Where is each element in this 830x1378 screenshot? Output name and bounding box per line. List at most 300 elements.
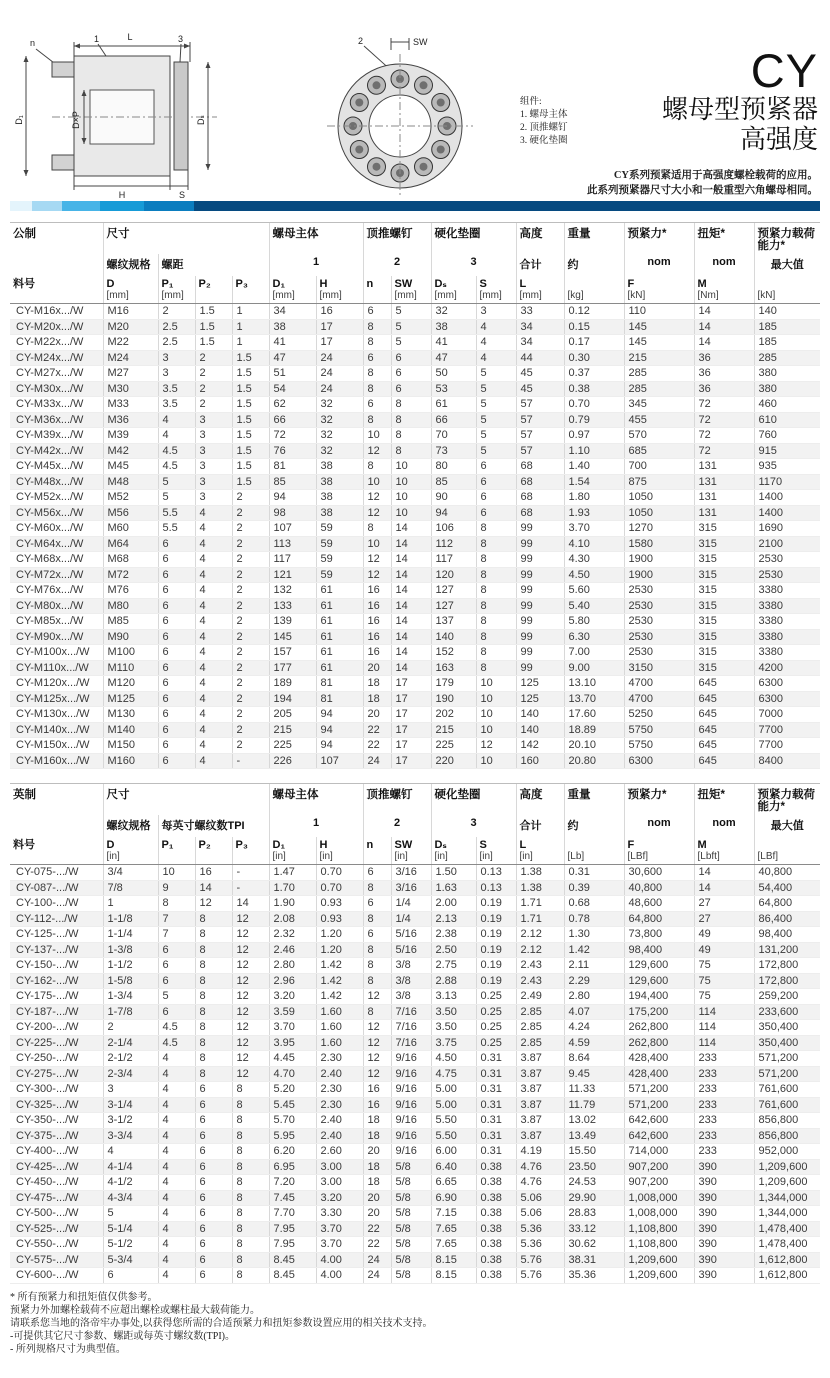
value-cell: 1,209,600 — [624, 1268, 694, 1284]
dim-l-label: L — [127, 32, 133, 42]
value-cell: 30,600 — [624, 865, 694, 881]
value-cell: 0.25 — [476, 1035, 516, 1051]
value-cell: 18.89 — [564, 722, 624, 738]
value-cell: 10 — [391, 490, 431, 506]
value-cell: 4 — [195, 505, 232, 521]
value-cell: 2 — [232, 722, 269, 738]
value-cell: 2530 — [624, 645, 694, 661]
value-cell: 12 — [363, 1020, 391, 1036]
value-cell: 8 — [232, 1128, 269, 1144]
value-cell: 3 — [195, 443, 232, 459]
column-header-cell: F [LBf] — [624, 837, 694, 865]
value-cell: 8 — [232, 1144, 269, 1160]
value-cell: 7.20 — [269, 1175, 316, 1191]
value-cell: 8 — [232, 1097, 269, 1113]
value-cell: 8 — [363, 459, 391, 475]
column-header-cell: P₁ [mm] — [158, 276, 195, 304]
value-cell: 2 — [232, 707, 269, 723]
value-cell: 61 — [316, 583, 363, 599]
value-cell: 6 — [476, 474, 516, 490]
value-cell: 13.49 — [564, 1128, 624, 1144]
part-number-cell: CY-200-.../W — [10, 1020, 103, 1036]
table-row — [10, 1035, 820, 1051]
value-cell: 0.19 — [476, 973, 516, 989]
value-cell: 5.36 — [516, 1237, 564, 1253]
part-number-cell: CY-M16x.../W — [10, 304, 103, 320]
value-cell: 7/8 — [103, 880, 158, 896]
column-header-cell: SW [in] — [391, 837, 431, 865]
table-row — [10, 927, 820, 943]
value-cell: 3.13 — [431, 989, 476, 1005]
value-cell: 6 — [195, 1237, 232, 1253]
value-cell: M120 — [103, 676, 158, 692]
value-cell: 2.38 — [431, 927, 476, 943]
part-number-cell: CY-300-.../W — [10, 1082, 103, 1098]
dim-s-label: S — [178, 190, 186, 200]
value-cell: 7/16 — [391, 1004, 431, 1020]
value-cell: 140 — [516, 722, 564, 738]
value-cell: 6 — [363, 350, 391, 366]
part-number-cell: CY-550-.../W — [10, 1237, 103, 1253]
value-cell: 215 — [431, 722, 476, 738]
value-cell: 17 — [391, 738, 431, 754]
table-row — [10, 676, 820, 692]
value-cell: 0.25 — [476, 1020, 516, 1036]
value-cell: 12 — [232, 1066, 269, 1082]
value-cell: 3.5 — [158, 397, 195, 413]
value-cell: 1.42 — [564, 942, 624, 958]
value-cell: 4700 — [624, 691, 694, 707]
value-cell: 41 — [431, 335, 476, 351]
list-line: 1. 螺母主体 — [520, 110, 568, 120]
list-line: 请联系您当地的洛帝牢办事处,以获得您所需的合适预紧力和扭矩参数设置应用的相关技术支持。 — [10, 1317, 433, 1329]
value-cell: 4.5 — [158, 1035, 195, 1051]
value-cell: 5 — [391, 319, 431, 335]
column-group-header: 预紧力* — [624, 784, 694, 816]
column-group-header: 预紧力载荷能力* — [754, 223, 820, 255]
value-cell: 2.5 — [158, 335, 195, 351]
value-cell: 952,000 — [754, 1144, 820, 1160]
value-cell: 0.19 — [476, 958, 516, 974]
column-header-cell: S [in] — [476, 837, 516, 865]
table-row — [10, 1190, 820, 1206]
value-cell: 24 — [363, 1252, 391, 1268]
value-cell: 8 — [363, 366, 391, 382]
value-cell: 5/8 — [391, 1252, 431, 1268]
value-cell: M85 — [103, 614, 158, 630]
value-cell: 14 — [232, 896, 269, 912]
value-cell: 2.80 — [269, 958, 316, 974]
value-cell: 4 — [476, 350, 516, 366]
value-cell: 6 — [158, 753, 195, 769]
column-subgroup-header: 合计 — [516, 254, 564, 276]
dim-h-label: H — [118, 190, 126, 200]
value-cell: 8 — [391, 412, 431, 428]
value-cell: 8 — [195, 1066, 232, 1082]
value-cell: 3.00 — [316, 1175, 363, 1191]
value-cell: 915 — [754, 443, 820, 459]
accent-bar-segment — [194, 201, 820, 211]
value-cell: 120 — [431, 567, 476, 583]
value-cell: 1 — [232, 304, 269, 320]
part-number-cell: CY-M110x.../W — [10, 660, 103, 676]
value-cell: 5.60 — [564, 583, 624, 599]
value-cell: 4.00 — [316, 1268, 363, 1284]
value-cell: 114 — [694, 1004, 754, 1020]
value-cell: 20.10 — [564, 738, 624, 754]
column-header-cell: [LBf] — [754, 837, 820, 865]
value-cell: 8.15 — [431, 1268, 476, 1284]
value-cell: 99 — [516, 536, 564, 552]
value-cell: 57 — [516, 412, 564, 428]
value-cell: 1.63 — [431, 880, 476, 896]
value-cell: 2 — [232, 583, 269, 599]
value-cell: 5.80 — [564, 614, 624, 630]
value-cell: 645 — [694, 738, 754, 754]
value-cell: 3.87 — [516, 1066, 564, 1082]
value-cell: 3.75 — [431, 1035, 476, 1051]
value-cell: 2 — [232, 614, 269, 630]
value-cell: 8 — [363, 942, 391, 958]
value-cell: 18 — [363, 1159, 391, 1175]
column-group-header: 螺母主体 — [269, 784, 363, 816]
value-cell: 18 — [363, 691, 391, 707]
value-cell: - — [232, 880, 269, 896]
value-cell: 94 — [316, 738, 363, 754]
column-header-cell: D₁ [in] — [269, 837, 316, 865]
product-code: CY — [750, 44, 818, 97]
value-cell: 5750 — [624, 722, 694, 738]
cross-section-diagram — [12, 28, 272, 200]
table-row — [10, 521, 820, 537]
value-cell: 9/16 — [391, 1082, 431, 1098]
value-cell: 47 — [269, 350, 316, 366]
value-cell: 145 — [624, 319, 694, 335]
part-number-cell: CY-M60x.../W — [10, 521, 103, 537]
value-cell: 3380 — [754, 614, 820, 630]
value-cell: 2530 — [624, 614, 694, 630]
column-subgroup-header — [10, 815, 103, 837]
value-cell: 12 — [363, 1066, 391, 1082]
table-row — [10, 567, 820, 583]
value-cell: 47 — [431, 350, 476, 366]
value-cell: 20.80 — [564, 753, 624, 769]
value-cell: 14 — [391, 536, 431, 552]
value-cell: 32 — [316, 412, 363, 428]
value-cell: 99 — [516, 629, 564, 645]
value-cell: 6 — [158, 958, 195, 974]
value-cell: 2.43 — [516, 958, 564, 974]
value-cell: 5.95 — [269, 1128, 316, 1144]
dim-sw-label: SW — [413, 37, 428, 47]
column-subgroup-header: 3 — [431, 254, 516, 276]
value-cell: 4 — [158, 1097, 195, 1113]
value-cell: 2-3/4 — [103, 1066, 158, 1082]
value-cell: 0.38 — [476, 1252, 516, 1268]
value-cell: 3.70 — [269, 1020, 316, 1036]
value-cell: 22 — [363, 1221, 391, 1237]
value-cell: 172,800 — [754, 973, 820, 989]
value-cell: 10 — [391, 474, 431, 490]
value-cell: 3.70 — [316, 1237, 363, 1253]
value-cell: 4 — [195, 614, 232, 630]
value-cell: 1.42 — [316, 989, 363, 1005]
value-cell: 16 — [363, 629, 391, 645]
accent-bar — [10, 201, 820, 211]
value-cell: 4.5 — [158, 443, 195, 459]
column-header-cell: H [mm] — [316, 276, 363, 304]
value-cell: 226 — [269, 753, 316, 769]
column-subgroup-header: 3 — [431, 815, 516, 837]
value-cell: 125 — [516, 676, 564, 692]
value-cell: 94 — [316, 707, 363, 723]
value-cell: 1400 — [754, 505, 820, 521]
value-cell: 4 — [195, 645, 232, 661]
value-cell: 3380 — [754, 629, 820, 645]
value-cell: 38 — [316, 490, 363, 506]
value-cell: 3 — [195, 474, 232, 490]
part-number-cell: CY-M45x.../W — [10, 459, 103, 475]
value-cell: 10 — [363, 474, 391, 490]
value-cell: M27 — [103, 366, 158, 382]
value-cell: 81 — [316, 691, 363, 707]
table-row — [10, 490, 820, 506]
value-cell: 14 — [195, 880, 232, 896]
value-cell: 4.00 — [316, 1252, 363, 1268]
value-cell: M60 — [103, 521, 158, 537]
part-number-cell: CY-375-.../W — [10, 1128, 103, 1144]
value-cell: 5 — [476, 366, 516, 382]
column-group-header: 硬化垫圈 — [431, 784, 516, 816]
table-row — [10, 896, 820, 912]
value-cell: 5 — [391, 304, 431, 320]
value-cell: 1.10 — [564, 443, 624, 459]
value-cell: 86,400 — [754, 911, 820, 927]
column-subgroup-header: nom — [694, 815, 754, 837]
value-cell: 3.87 — [516, 1082, 564, 1098]
value-cell: 2.30 — [316, 1082, 363, 1098]
value-cell: 1,344,000 — [754, 1206, 820, 1222]
list-line: CY系列预紧适用于高强度螺栓载荷的应用。 — [613, 170, 818, 181]
table-row — [10, 1097, 820, 1113]
column-subgroup-header: 最大值 — [754, 815, 820, 837]
value-cell: M72 — [103, 567, 158, 583]
value-cell: 3.87 — [516, 1097, 564, 1113]
value-cell: 3 — [195, 459, 232, 475]
value-cell: 17 — [316, 335, 363, 351]
part-number-cell: CY-M30x.../W — [10, 381, 103, 397]
value-cell: 14 — [391, 567, 431, 583]
part-number-cell: CY-M85x.../W — [10, 614, 103, 630]
value-cell: 50 — [431, 366, 476, 382]
value-cell: 30.62 — [564, 1237, 624, 1253]
value-cell: 1 — [232, 335, 269, 351]
value-cell: 8 — [232, 1252, 269, 1268]
value-cell: 1,478,400 — [754, 1237, 820, 1253]
part-number-cell: CY-M160x.../W — [10, 753, 103, 769]
value-cell: 2.40 — [316, 1128, 363, 1144]
part-number-cell: CY-M24x.../W — [10, 350, 103, 366]
value-cell: 390 — [694, 1190, 754, 1206]
value-cell: 0.31 — [476, 1144, 516, 1160]
value-cell: 2 — [232, 521, 269, 537]
value-cell: 1.38 — [516, 865, 564, 881]
column-header-cell: SW [mm] — [391, 276, 431, 304]
value-cell: 3 — [195, 490, 232, 506]
value-cell: 14 — [694, 335, 754, 351]
value-cell: 72 — [694, 428, 754, 444]
value-cell: 3-1/4 — [103, 1097, 158, 1113]
value-cell: 6 — [195, 1252, 232, 1268]
value-cell: 8 — [232, 1237, 269, 1253]
value-cell: 1 — [103, 896, 158, 912]
value-cell: 645 — [694, 707, 754, 723]
value-cell: 34 — [516, 319, 564, 335]
value-cell: 14 — [694, 865, 754, 881]
value-cell: 1,209,600 — [754, 1159, 820, 1175]
value-cell: 152 — [431, 645, 476, 661]
value-cell: 12 — [232, 1004, 269, 1020]
column-subgroup-header: nom — [624, 254, 694, 276]
value-cell: 34 — [516, 335, 564, 351]
value-cell: 285 — [754, 350, 820, 366]
value-cell: 7.95 — [269, 1237, 316, 1253]
value-cell: 8 — [232, 1268, 269, 1284]
value-cell: 4 — [158, 428, 195, 444]
value-cell: 20 — [363, 707, 391, 723]
part-number-cell: CY-M120x.../W — [10, 676, 103, 692]
value-cell: 2 — [195, 397, 232, 413]
value-cell: 44 — [516, 350, 564, 366]
value-cell: 4.19 — [516, 1144, 564, 1160]
value-cell: 2530 — [754, 552, 820, 568]
value-cell: - — [232, 753, 269, 769]
value-cell: 12 — [363, 505, 391, 521]
header — [0, 0, 830, 215]
part-number-cell: CY-162-.../W — [10, 973, 103, 989]
value-cell: 5/8 — [391, 1268, 431, 1284]
value-cell: 1.71 — [516, 896, 564, 912]
value-cell: 315 — [694, 645, 754, 661]
value-cell: 0.31 — [476, 1066, 516, 1082]
part-number-cell: CY-M76x.../W — [10, 583, 103, 599]
value-cell: 8 — [476, 645, 516, 661]
column-group-header: 重量 — [564, 223, 624, 255]
product-type: 螺母型预紧器 — [661, 94, 818, 124]
list-line: * 所有预紧力和扭矩值仅供参考。 — [10, 1291, 158, 1303]
value-cell: 2 — [232, 598, 269, 614]
value-cell: 99 — [516, 645, 564, 661]
value-cell: 12 — [363, 443, 391, 459]
value-cell: 1,478,400 — [754, 1221, 820, 1237]
value-cell: 175,200 — [624, 1004, 694, 1020]
value-cell: M39 — [103, 428, 158, 444]
value-cell: 2 — [195, 350, 232, 366]
value-cell: 12 — [232, 911, 269, 927]
value-cell: 2.96 — [269, 973, 316, 989]
column-header-cell: n — [363, 837, 391, 865]
value-cell: 6 — [158, 645, 195, 661]
value-cell: 610 — [754, 412, 820, 428]
value-cell: 1.20 — [316, 942, 363, 958]
value-cell: 121 — [269, 567, 316, 583]
column-group-header: 高度 — [516, 223, 564, 255]
value-cell: 3.20 — [316, 1190, 363, 1206]
value-cell: 9/16 — [391, 1051, 431, 1067]
value-cell: 22 — [363, 1237, 391, 1253]
column-header-cell: P₁ — [158, 837, 195, 865]
value-cell: 38 — [316, 474, 363, 490]
value-cell: 4 — [103, 1144, 158, 1160]
value-cell: 1.42 — [316, 973, 363, 989]
part-number-cell: CY-500-.../W — [10, 1206, 103, 1222]
value-cell: 3 — [476, 304, 516, 320]
column-subgroup-header: 1 — [269, 815, 363, 837]
value-cell: 6 — [158, 676, 195, 692]
value-cell: 0.38 — [476, 1221, 516, 1237]
dim-ds-label: Dₛ — [196, 115, 206, 125]
value-cell: 4 — [195, 583, 232, 599]
value-cell: 350,400 — [754, 1035, 820, 1051]
component-legend — [520, 96, 568, 148]
value-cell: 133 — [269, 598, 316, 614]
value-cell: 3.70 — [564, 521, 624, 537]
value-cell: 233 — [694, 1097, 754, 1113]
value-cell: 10 — [476, 753, 516, 769]
value-cell: 4 — [158, 1144, 195, 1160]
value-cell: 6 — [158, 691, 195, 707]
part-number-cell: CY-M20x.../W — [10, 319, 103, 335]
value-cell: 4 — [158, 1066, 195, 1082]
value-cell: 0.38 — [476, 1237, 516, 1253]
value-cell: 15.50 — [564, 1144, 624, 1160]
value-cell: 907,200 — [624, 1175, 694, 1191]
part-number-cell: CY-150-.../W — [10, 958, 103, 974]
value-cell: 2.12 — [516, 927, 564, 943]
table-row — [10, 319, 820, 335]
value-cell: 24 — [363, 1268, 391, 1284]
value-cell: 3/8 — [391, 973, 431, 989]
value-cell: 2.60 — [316, 1144, 363, 1160]
value-cell: 205 — [269, 707, 316, 723]
part-number-cell: CY-M140x.../W — [10, 722, 103, 738]
value-cell: 8 — [195, 1051, 232, 1067]
column-group-header: 扭矩* — [694, 784, 754, 816]
value-cell: 9.00 — [564, 660, 624, 676]
value-cell: 14 — [391, 521, 431, 537]
table-row — [10, 1175, 820, 1191]
value-cell: 28.83 — [564, 1206, 624, 1222]
value-cell: 6.90 — [431, 1190, 476, 1206]
value-cell: 1.5 — [232, 350, 269, 366]
value-cell: 2.50 — [431, 942, 476, 958]
value-cell: 48,600 — [624, 896, 694, 912]
value-cell: 345 — [624, 397, 694, 413]
value-cell: 6 — [158, 942, 195, 958]
value-cell: 0.39 — [564, 880, 624, 896]
table-row — [10, 1020, 820, 1036]
value-cell: 3.50 — [431, 1004, 476, 1020]
value-cell: 66 — [269, 412, 316, 428]
table-row — [10, 381, 820, 397]
part-number-cell: CY-575-.../W — [10, 1252, 103, 1268]
column-subgroup-header: 每英寸螺纹数TPI — [158, 815, 269, 837]
table-row — [10, 1237, 820, 1253]
value-cell: 72 — [269, 428, 316, 444]
content — [10, 222, 820, 1356]
value-cell: 1 — [232, 319, 269, 335]
value-cell: 107 — [316, 753, 363, 769]
